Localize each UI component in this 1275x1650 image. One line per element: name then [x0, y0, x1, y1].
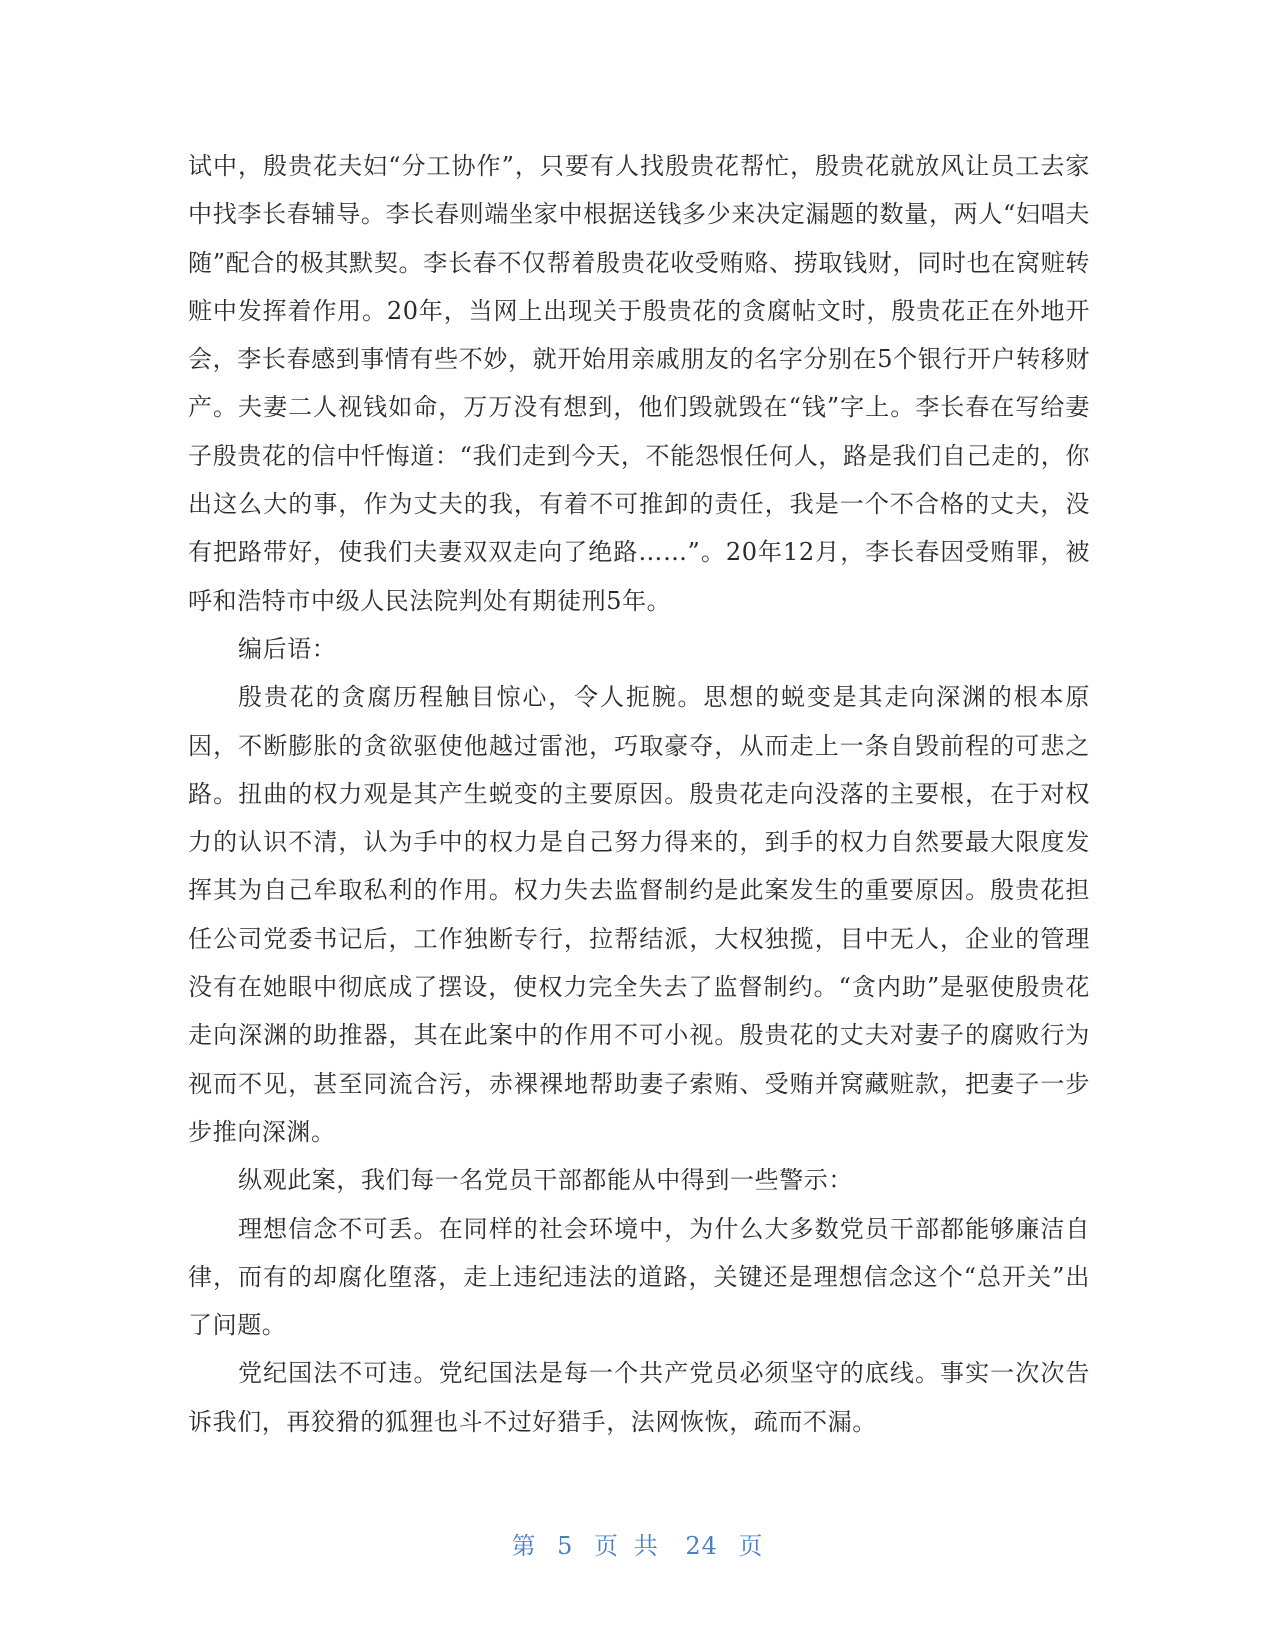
- paragraph-warnings-intro: 纵观此案，我们每一名党员干部都能从中得到一些警示：: [238, 1166, 853, 1195]
- footer-suffix: 页: [738, 1532, 764, 1560]
- footer-middle: 页: [594, 1532, 620, 1560]
- paragraph-case-narrative: 试中，殷贵花夫妇“分工协作”，只要有人找殷贵花帮忙，殷贵花就放风让员工去家中找李长春辅导。李长春则端坐家中根据送钱多少来决定漏题的数量，两人“妇唱夫随”配合的极其默契。李长春不仅帮着殷贵花收受贿赂、捞取钱财，同时也在窝赃转赃中发挥着作用。20年，当网上出现关于殷贵花的贪腐帖文时，殷贵花正在外地开会，李长春感到事情有些不妙，就开始用亲戚朋友的名字分别在5个银行开户转移财产。夫妻二人视钱如命，万万没有想到，他们毁就毁在“钱”字上。李长春在写给妻子殷贵花的信中忏悔道：“我们走到今天，不能怨恨任何人，路是我们自己走的，你出这么大的事，作为丈夫的我，有着不可推卸的责任，我是一个不合格的丈夫，没有把路带好，使我们夫妻双双走向了绝路……”。20年12月，李长春因受贿罪，被呼和浩特市中级人民法院判处有期徒刑5年。: [188, 152, 1090, 615]
- paragraph-party-discipline: 党纪国法不可违。党纪国法是每一个共产党员必须坚守的底线。事实一次次告诉我们，再狡猾的狐狸也斗不过好猎手，法网恢恢，疏而不漏。: [188, 1359, 1090, 1436]
- body-text: [188, 142, 1090, 1446]
- footer-prefix: 第: [511, 1532, 537, 1560]
- page-footer: [0, 1526, 1275, 1561]
- paragraph-editor-note-heading: 编后语：: [238, 634, 337, 663]
- footer-total-pages: 24: [685, 1532, 718, 1560]
- footer-total-prefix: 共: [633, 1532, 659, 1560]
- paragraph-editor-analysis: 殷贵花的贪腐历程触目惊心，令人扼腕。思想的蜕变是其走向深渊的根本原因，不断膨胀的贪欲驱使他越过雷池，巧取豪夺，从而走上一条自毁前程的可悲之路。扭曲的权力观是其产生蜕变的主要原因。殷贵花走向没落的主要根，在于对权力的认识不清，认为手中的权力是自己努力得来的，到手的权力自然要最大限度发挥其为自己牟取私利的作用。权力失去监督制约是此案发生的重要原因。殷贵花担任公司党委书记后，工作独断专行，拉帮结派，大权独揽，目中无人，企业的管理没有在她眼中彻底成了摆设，使权力完全失去了监督制约。“贪内助”是驱使殷贵花走向深渊的助推器，其在此案中的作用不可小视。殷贵花的丈夫对妻子的腐败行为视而不见，甚至同流合污，赤裸裸地帮助妻子索贿、受贿并窝藏赃款，把妻子一步步推向深渊。: [188, 683, 1090, 1146]
- footer-current-page: 5: [557, 1532, 574, 1560]
- paragraph-ideals-belief: 理想信念不可丢。在同样的社会环境中，为什么大多数党员干部都能够廉洁自律，而有的却腐化堕落，走上违纪违法的道路，关键还是理想信念这个“总开关”出了问题。: [188, 1214, 1090, 1340]
